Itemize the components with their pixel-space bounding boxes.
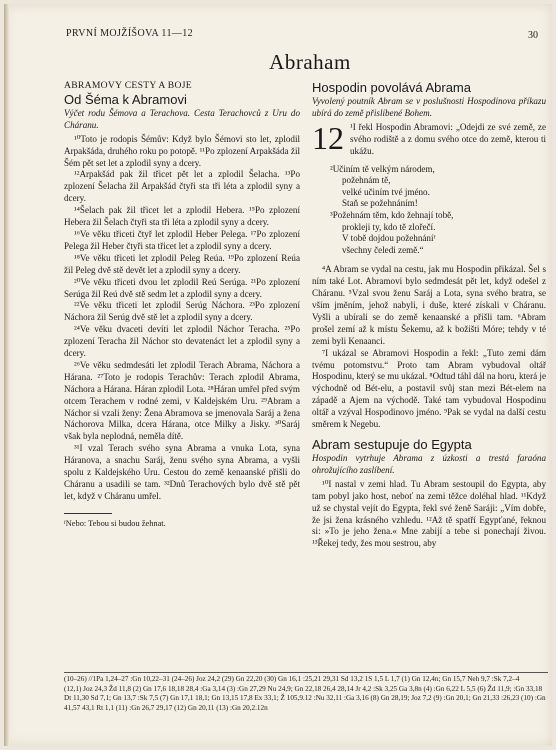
poem-line: prokleji ty, kdo tě zlořečí. [342, 221, 436, 232]
verse-paragraph: ¹²Arpakšád pak žil třicet pět let a zplodil Šelacha. ¹³Po zplození Šelacha žil Arpakšád čtyři sta tři léta a zplodil syny a dcery. [64, 169, 300, 204]
left-column [64, 80, 300, 530]
section-caps-heading: ABRAMOVY CESTY A BOJE [64, 80, 192, 91]
poem-line: ³Požehnám těm, kdo žehnají tobě, [330, 209, 454, 220]
verse-paragraph: ⁷I ukázal se Abramovi Hospodin a řekl: „Tuto zemi dám tvému potomstvu.“ Proto tam Abram vybudoval oltář Hospodinu, který se mu ukázal. ⁸Odtud táhl dál na horu, která je východně od Bét-elu, a postavil svůj stan mezi Bét-elem na západě a Ajem na východě. Také tam vybudoval Hospodinu oltář a vzýval Hospodinovo jméno. ⁹Pak se vydal na další cestu směrem k Negebu. [312, 347, 546, 430]
verse-paragraph: ¹⁰I nastal v zemi hlad. Tu Abram sestoupil do Egypta, aby tam pobyl jako host, neboť na zemi těžce doléhal hlad. ¹¹Když už se chystal vejít do Egypta, řekl své ženě Saráji: „Vím dobře, že jsi žena krásného vzhledu. ¹²Až tě spatří Egypťané, řeknou si: »To je jeho žena.« Mne zabijí a tebe si ponechají živou. ¹³Řekej tedy, žes mou sestrou, aby [312, 478, 546, 549]
right-column [312, 80, 546, 550]
footnote: ᶠNebo: Tebou si budou žehnat. [64, 518, 166, 528]
book-page [4, 4, 552, 746]
cross-reference-line: (12,1) Joz 24,3 Žd 11,8 (2) Gn 17,6 18,18 28,4 :Ga 3,14 (3) :Gn 27,29 Nu 24,9; Gn 22,18 26,4 28,14 Jr 4,2 :Sk 3,25 Ga 3,8n (4) :Gn 6,22 L 5,5 (6) Žd 11,9; :Gn 33,18 Dt 11,30 Sd 7,1; Gn 13,7 :Sk 7,5 (7) Gn 17,1 18,1; Gn 13,15 17,8 Ex 33,1; Ž 105,9.12 :Nu 32,11 :Ga 3,16 (8) Gn 28,19; Joz 7,2 (9) :Gn 20,1; Gn 21,33 :26,23 (10) :Gn 41,57 43,1 Rt 1,1 (11) :Gn 26,7 29,17 (12) Gn 20,11 (13) :Gn 20,2.12n [64, 684, 546, 712]
verse-paragraph: ⁴A Abram se vydal na cestu, jak mu Hospodin přikázal. Šel s ním také Lot. Abramovi bylo sedmdesát pět let, když odešel z Cháranu. ⁵Vzal svou ženu Saráj a Lota, syna svého bratra, se vším jměním, jehož nabyli, i duše, které získali v Cháranu. Vyšli a ubírali se do země kenaanské a přišli tam. ⁶Abram prošel zemí až k místu Šekemu, až k božišti Móre; tehdy v té zemi byli Kenaanci. [312, 264, 546, 346]
cross-references [64, 672, 548, 713]
poem-line: požehnám tě, [342, 175, 391, 186]
verse-text: ¹I řekl Hospodin Abramovi: „Odejdi ze své země, ze svého rodiště a z domu svého otce do země, kterou ti ukážu. [350, 121, 546, 156]
section-heading: Od Šéma k Abramovi [64, 91, 187, 107]
verse-paragraph: ¹⁴Šelach pak žil třicet let a zplodil Hebera. ¹⁵Po zplození Hebera žil Šelach čtyři sta tři léta a zplodil syny a dcery. [64, 205, 300, 228]
poem-line: Staň se požehnáním! [342, 198, 418, 209]
verse-paragraph: ²⁴Ve věku dvaceti devíti let zplodil Náchor Teracha. ²⁵Po zplození Teracha žil Náchor sto devatenáct let a zplodil syny a dcery. [64, 324, 300, 359]
page-number: 30 [528, 30, 538, 41]
verse-paragraph: ²⁰Ve věku třiceti dvou let zplodil Reú Serúga. ²¹Po zplození Serúga žil Reú dvě stě sedm let a zplodil syny a dcery. [64, 276, 300, 299]
cross-reference-line: (10–26) //1Pa 1,24–27 :Gn 10,22–31 (24–26) Joz 24,2 (29) Gn 22,20 (30) Gn 16,1 :25,21 29,31 Sd 13,2 1S 1,5 L 1,7 (1) Gn 12,4n; Gn 15,7 Neh 9,7 :Sk 7,2–4 [64, 675, 520, 683]
verse-paragraph: ²⁶Ve věku sedmdesáti let zplodil Terach Abrama, Náchora a Hárana. ²⁷Toto je rodopis Terachův: Terach zplodil Abrama, Náchora a Hárana. Háran zplodil Lota. ²⁸Háran umřel před svým otcem Terachem v rodné zemi, v Kaldejském Uru. ²⁹Abram a Náchor si vzali ženy: Žena Abramova se jmenovala Saráj a žena Náchorova Milka, dcera Hárana, otce Milky a Jisky. ³⁰Saráj však byla neplodná, neměla dítě. [64, 359, 300, 442]
verse-paragraph: ¹⁸Ve věku třiceti let zplodil Peleg Reúa. ¹⁹Po zplození Reúa žil Peleg dvě stě devět let a zplodil syny a dcery. [64, 252, 300, 275]
section-intro: Výčet rodu Šémova a Terachova. Cesta Terachovců z Uru do Cháranu. [64, 107, 300, 130]
section-intro: Hospodin vytrhuje Abrama z úzkosti a trestá faraóna ohrožujícího zaslíbení. [312, 452, 546, 475]
section-heading: Hospodin povolává Abrama [312, 80, 471, 95]
chapter-opening [312, 119, 546, 158]
page-title: Abraham [269, 50, 351, 74]
verse-paragraph: ¹⁶Ve věku třiceti čtyř let zplodil Heber Pelega. ¹⁷Po zplození Pelega žil Heber čtyři sta třicet let a zplodil syny a dcery. [64, 228, 300, 251]
verse-paragraph: ²²Ve věku třiceti let zplodil Serúg Náchora. ²³Po zplození Náchora žil Serúg dvě stě let a zplodil syny a dcery. [64, 300, 300, 323]
poem-line: všechny čeledi země.“ [342, 244, 424, 255]
page-gutter-shadow [4, 4, 10, 746]
section-heading: Abram sestupuje do Egypta [312, 436, 472, 452]
poem-line: V tobě dojdou požehnáníᶠ [342, 233, 436, 244]
footnote-rule [64, 513, 112, 514]
section-intro: Vyvolený poutník Abram se v poslušnosti Hospodinova příkazu ubírá do země přislíbené Bohem. [312, 96, 546, 118]
poem-line: velké učiním tvé jméno. [342, 186, 430, 197]
verse-paragraph: ³¹I vzal Terach svého syna Abrama a vnuka Lota, syna Háranova, a snachu Saráj, ženu svého syna Abrama, a vyšli spolu z Kaldejského Uru. Cestou do země kenaanské přišli do Cháranu a usadili se tam. ³²Dnů Terachových bylo dvě stě pět let, když v Cháranu umřel. [64, 443, 300, 501]
poem-block [330, 164, 546, 257]
verse-paragraph: ¹⁰Toto je rodopis Šémův: Když bylo Šémovi sto let, zplodil Arpakšáda, druhého roku po potopě. ¹¹Po zplození Arpakšáda žil Šém pět set let a zplodil syny a dcery. [64, 133, 300, 168]
poem-line: ²Učiním tě velkým národem, [330, 163, 435, 174]
chapter-number: 12 [312, 119, 344, 156]
running-head: PRVNÍ MOJŽÍŠOVA 11—12 [66, 28, 194, 39]
